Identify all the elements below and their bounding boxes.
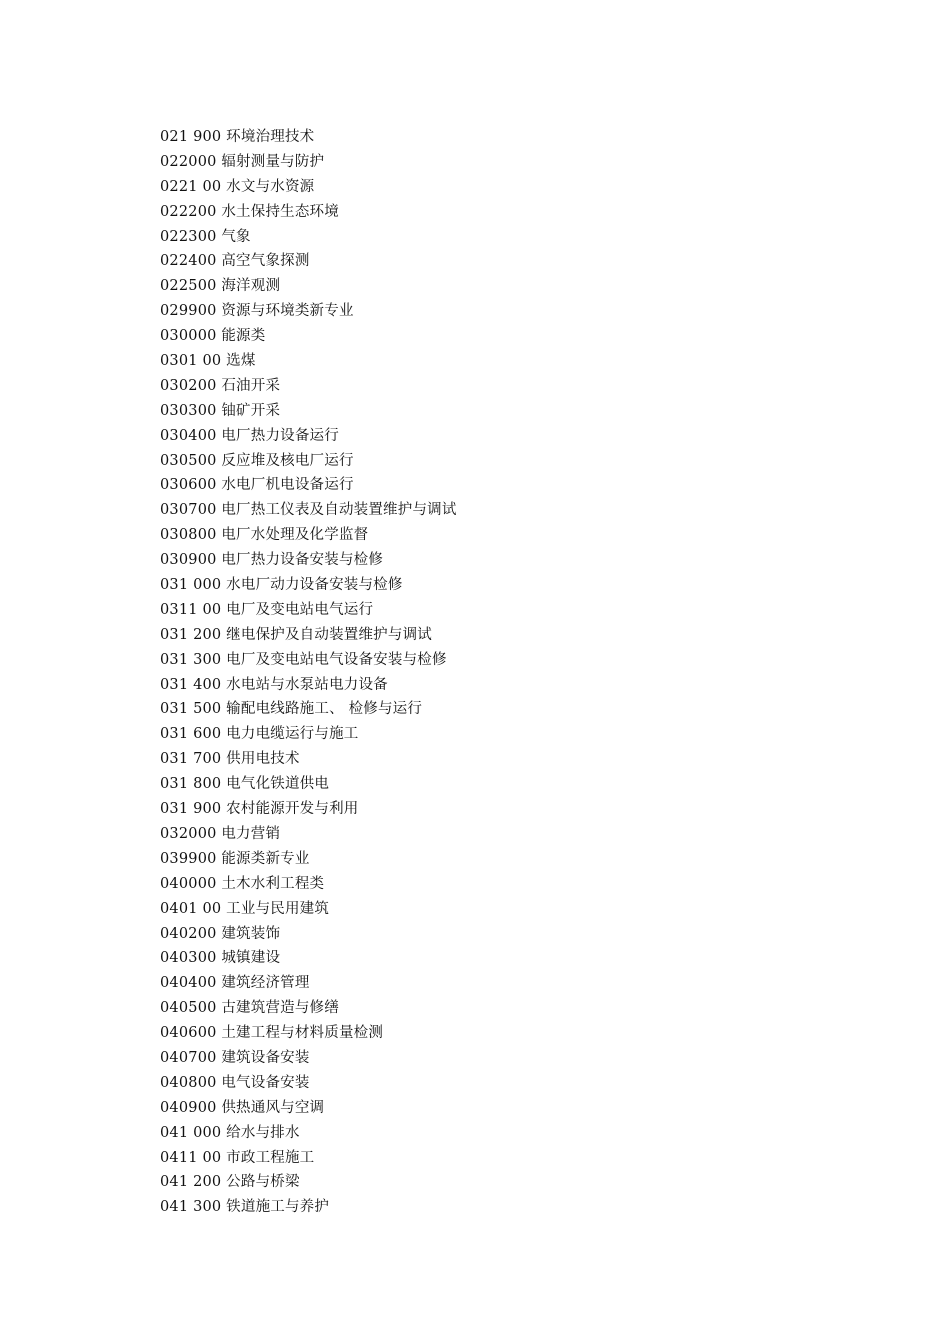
list-item: 030400 电厂热力设备运行 — [160, 427, 339, 444]
list-item: 031 200 继电保护及自动装置维护与调试 — [160, 626, 432, 643]
list-item: 0411 00 市政工程施工 — [160, 1149, 315, 1166]
list-item: 022300 气象 — [160, 228, 251, 245]
list-item: 040600 土建工程与材料质量检测 — [160, 1025, 384, 1042]
list-item: 040900 供热通风与空调 — [160, 1099, 325, 1116]
list-item: 031 000 水电厂动力设备安装与检修 — [160, 577, 403, 594]
list-item: 040800 电气设备安装 — [160, 1074, 310, 1091]
list-item: 0311 00 电厂及变电站电气运行 — [160, 601, 374, 618]
list-item: 040500 古建筑营造与修缮 — [160, 1000, 339, 1017]
list-item: 030300 铀矿开采 — [160, 402, 281, 419]
list-item: 031 500 输配电线路施工、 检修与运行 — [160, 701, 423, 718]
list-item: 030200 石油开采 — [160, 377, 281, 394]
list-item: 0301 00 选煤 — [160, 353, 256, 370]
list-item: 031 700 供用电技术 — [160, 751, 300, 768]
list-item: 021 900 环境治理技术 — [160, 129, 315, 145]
list-item: 0221 00 水文与水资源 — [160, 178, 315, 195]
list-item: 039900 能源类新专业 — [160, 850, 310, 867]
list-item: 022500 海洋观测 — [160, 278, 281, 295]
list-item: 030000 能源类 — [160, 328, 266, 345]
list-item: 031 900 农村能源开发与利用 — [160, 801, 359, 818]
list-item: 040300 城镇建设 — [160, 950, 281, 967]
list-item: 041 200 公路与桥梁 — [160, 1174, 300, 1191]
list-item: 040000 土木水利工程类 — [160, 875, 325, 892]
list-item: 040700 建筑设备安装 — [160, 1049, 310, 1066]
list-item: 030700 电厂热工仪表及自动装置维护与调试 — [160, 502, 457, 519]
list-item: 041 300 铁道施工与养护 — [160, 1199, 330, 1216]
list-item: 030500 反应堆及核电厂运行 — [160, 452, 354, 469]
major-code-list — [160, 125, 457, 1220]
list-item: 030900 电厂热力设备安装与检修 — [160, 552, 384, 569]
list-item: 041 000 给水与排水 — [160, 1124, 300, 1141]
list-item: 040400 建筑经济管理 — [160, 975, 310, 992]
list-item: 031 800 电气化铁道供电 — [160, 776, 330, 793]
list-item: 022000 辐射测量与防护 — [160, 153, 325, 170]
list-item: 029900 资源与环境类新专业 — [160, 303, 354, 320]
list-item: 030600 水电厂机电设备运行 — [160, 477, 354, 494]
list-item: 022400 高空气象探测 — [160, 253, 310, 270]
list-item: 030800 电厂水处理及化学监督 — [160, 527, 369, 544]
list-item: 032000 电力营销 — [160, 825, 281, 842]
list-item: 031 400 水电站与水泵站电力设备 — [160, 676, 388, 693]
list-item: 031 300 电厂及变电站电气设备安装与检修 — [160, 651, 447, 668]
list-item: 040200 建筑装饰 — [160, 925, 281, 942]
list-item: 0401 00 工业与民用建筑 — [160, 900, 330, 917]
list-item: 031 600 电力电缆运行与施工 — [160, 726, 359, 743]
list-item: 022200 水土保持生态环境 — [160, 203, 339, 220]
